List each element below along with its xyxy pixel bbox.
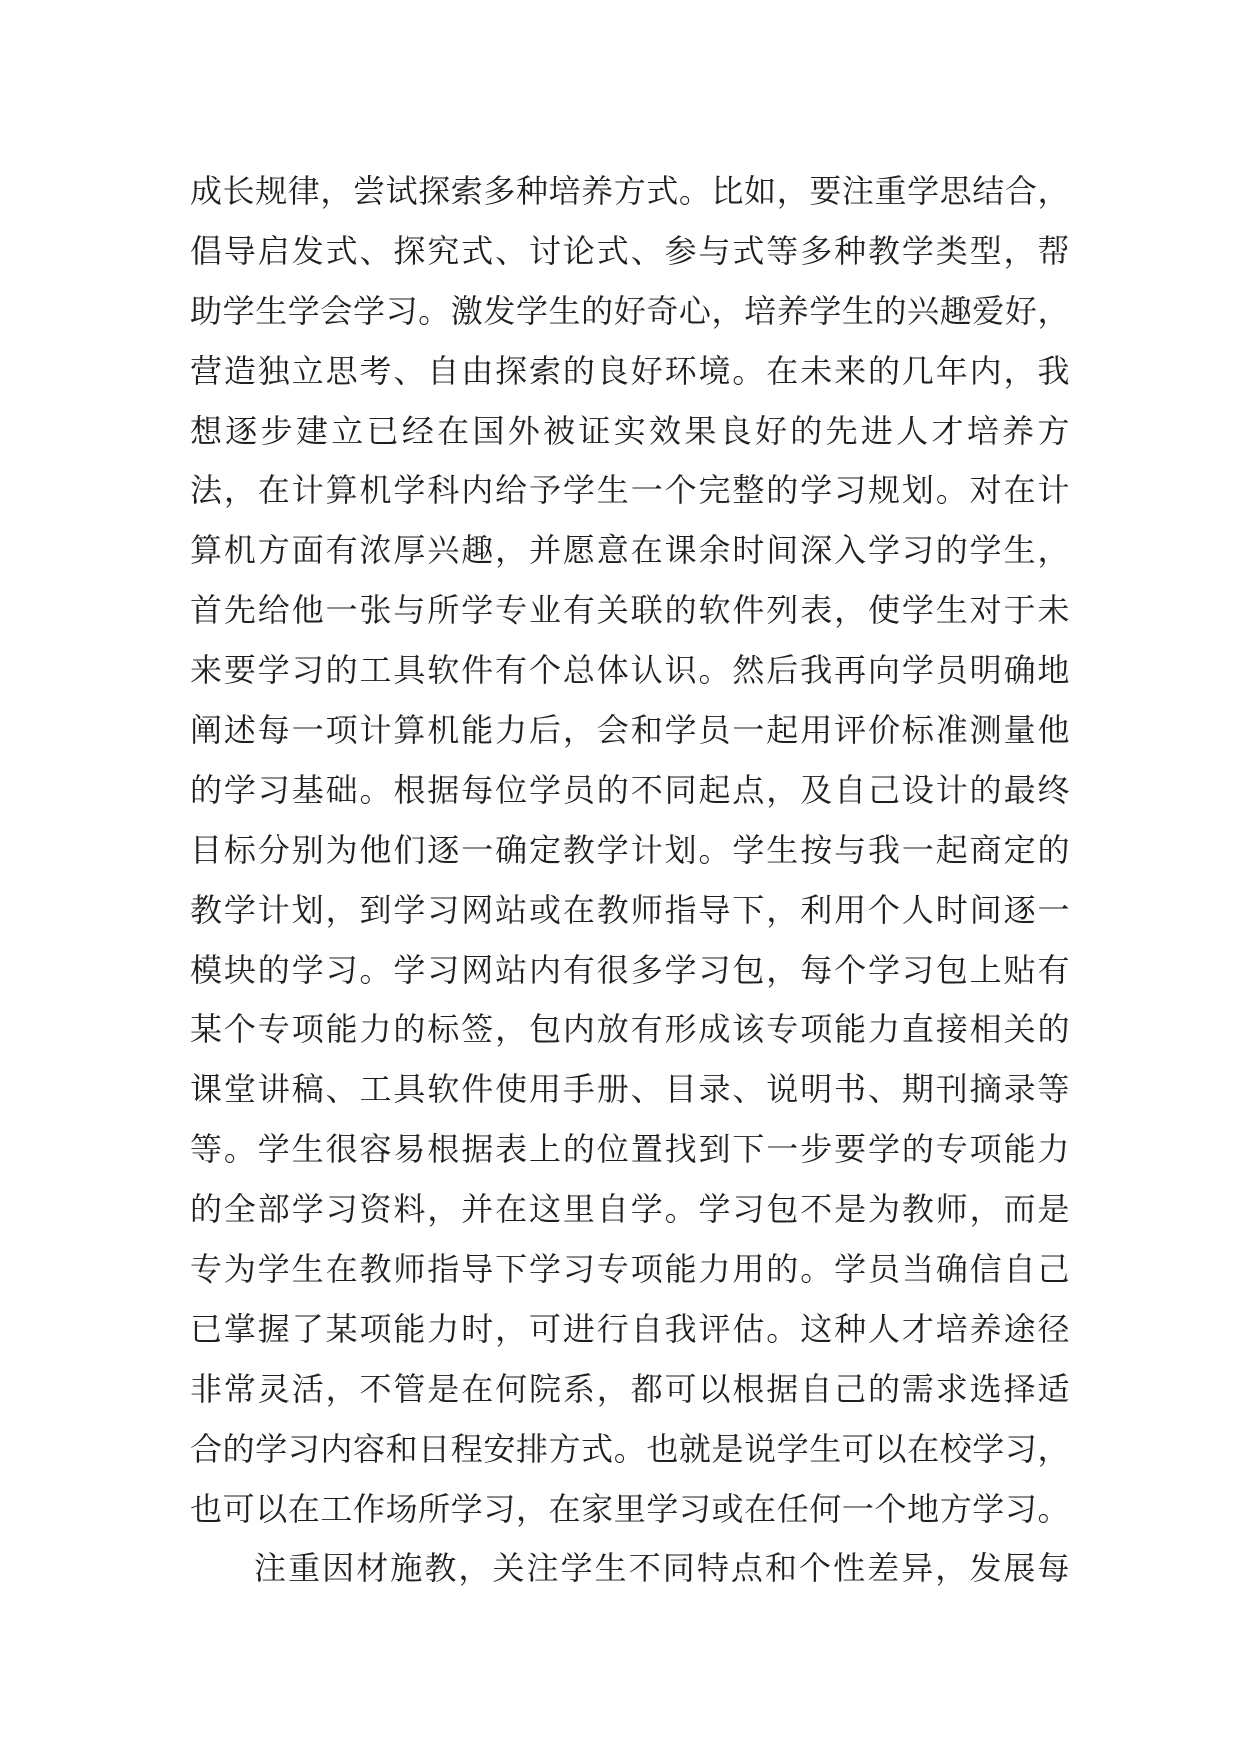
text-line: 首先给他一张与所学专业有关联的软件列表，使学生对于未 (190, 591, 1070, 630)
text-line: 合的学习内容和日程安排方式。也就是说学生可以在校学习， (190, 1429, 1070, 1468)
text-line: 模块的学习。学习网站内有很多学习包，每个学习包上贴有 (190, 950, 1070, 989)
text-line: 成长规律，尝试探索多种培养方式。比如，要注重学思结合， (190, 172, 1070, 210)
text-line: 倡导启发式、探究式、讨论式、参与式等多种教学类型，帮 (190, 231, 1070, 270)
text-line: 课堂讲稿、工具软件使用手册、目录、说明书、期刊摘录等 (190, 1070, 1070, 1109)
text-line: 想逐步建立已经在国外被证实效果良好的先进人才培养方 (190, 411, 1070, 450)
text-line: 法，在计算机学科内给予学生一个完整的学习规划。对在计 (190, 471, 1070, 510)
text-line: 算机方面有浓厚兴趣，并愿意在课余时间深入学习的学生， (190, 531, 1070, 570)
text-line: 非常灵活，不管是在何院系，都可以根据自己的需求选择适 (190, 1369, 1070, 1408)
text-line: 已掌握了某项能力时，可进行自我评估。这种人才培养途径 (190, 1309, 1070, 1348)
text-line: 营造独立思考、自由探索的良好环境。在未来的几年内，我 (190, 351, 1070, 390)
text-line: 教学计划，到学习网站或在教师指导下，利用个人时间逐一 (190, 890, 1070, 929)
text-line: 阐述每一项计算机能力后，会和学员一起用评价标准测量他 (190, 711, 1070, 750)
text-line: 的学习基础。根据每位学员的不同起点，及自己设计的最终 (190, 770, 1070, 809)
text-line: 等。学生很容易根据表上的位置找到下一步要学的专项能力 (190, 1130, 1070, 1169)
text-line: 专为学生在教师指导下学习专项能力用的。学员当确信自己 (190, 1250, 1070, 1289)
text-line: 某个专项能力的标签，包内放有形成该专项能力直接相关的 (190, 1010, 1070, 1049)
text-line: 也可以在工作场所学习，在家里学习或在任何一个地方学习。 (190, 1489, 1070, 1528)
body-text (190, 162, 1070, 1599)
text-line: 目标分别为他们逐一确定教学计划。学生按与我一起商定的 (190, 830, 1070, 869)
paragraph-start-line: 注重因材施教，关注学生不同特点和个性差异，发展每 (254, 1549, 1070, 1588)
text-line: 来要学习的工具软件有个总体认识。然后我再向学员明确地 (190, 651, 1070, 690)
text-line: 助学生学会学习。激发学生的好奇心，培养学生的兴趣爱好， (190, 291, 1070, 330)
text-line: 的全部学习资料，并在这里自学。学习包不是为教师，而是 (190, 1190, 1070, 1229)
